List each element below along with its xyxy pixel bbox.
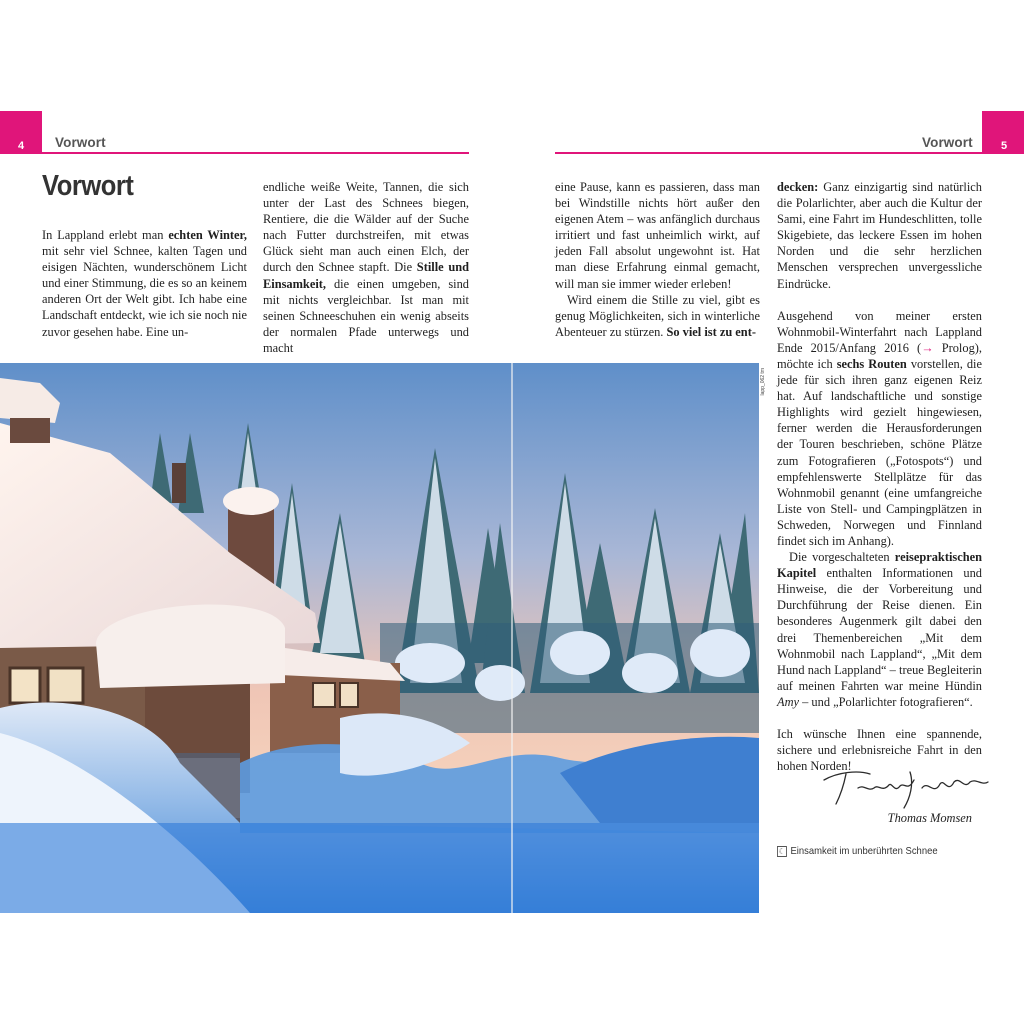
running-head-left: Vorwort (55, 135, 106, 150)
page-number-left: 4 (18, 140, 25, 152)
photo-credit: lapp_062 tm (760, 368, 766, 396)
photo-caption (777, 845, 938, 857)
author-name: Thomas Momsen (887, 811, 972, 825)
author-signature (818, 758, 993, 818)
header-rule-left (42, 152, 469, 154)
caption-marker-icon: ☾ (778, 846, 786, 856)
cross-reference-arrow-icon: → (921, 340, 934, 355)
header-rule-right (555, 152, 982, 154)
text-column-4: decken: Ganz einzigartig sind natürlich die Polarlichter, aber auch die Kultur der Sami, eine Fahrt im Hundeschlitten, tolle Skigebiete, das leckere Essen im hohen Norden und die sehr herzlichen Menschen versprechen unvergessliche Eindrücke. Ausgehend von meiner ersten Wohnmobil-Winterfahrt nach Lappland Ende 2015/Anfang 2016 (→ Prolog), möchte ich sechs Routen vorstellen, die jede für sich ihren ganz eigenen Reiz hat. Auf landschaftliche und sonstige Highlights wird gezielt hingewiesen, ferner werden die Herausforderungen der Touren beschrieben, schöne Plätze zum Fotografieren („Fotospots“) und empfehlenswerte Stellplätze für das Wohnmobil genannt (eine umfangreiche Liste von Stell- und Campingplätzen in Schweden, Norwegen und Finnland findet sich im Anhang). Die vorgeschalteten reisepraktischen Kapitel enthalten Informationen und Hinweise, die der Vorbereitung und Durchführung der Reise dienen. Ein besonderes Augenmerk gilt dabei den drei Themenbereichen „Mit dem Wohnmobil nach Lappland“, „Mit dem Hund nach Lappland“ – treue Begleiterin auf meinen Fahrten war meine Hündin Amy – und „Polarlichter fotografieren“. Ich wünsche Ihnen eine spannende, sichere und erlebnisreiche Fahrt in den hohen Norden! (777, 180, 982, 774)
text-column-1: In Lappland erlebt man echten Winter, mit sehr viel Schnee, kalten Tagen und eisigen Nächten, wunderschönem Licht und einer Stimmung, die es so an keinem anderen Ort der Welt gibt. Ich habe eine Landschaft entdeckt, wie ich sie noch nie zuvor gesehen habe. Eine un- (42, 228, 247, 339)
page-title: Vorwort (42, 170, 134, 202)
text-column-3: eine Pause, kann es passieren, dass man bei Windstille nichts hört außer den eigenen Atem – was anfänglich durchaus irritiert und fast unheimlich wirkt, auf jeden Fall absolut ungewohnt ist. Hat man diese Erfahrung einmal gemacht, will man sie immer wieder erleben! Wird einem die Stille zu viel, gibt es genug Möglichkeiten, sich in winterliche Abenteuer zu stürzen. So viel ist zu ent- (555, 180, 760, 339)
winter-cabin-photo (0, 363, 759, 913)
page-number-right: 5 (1001, 140, 1008, 152)
text-column-2: endliche weiße Weite, Tannen, die sich unter der Last des Schnees biegen, Rentiere, die die Wälder auf der Suche nach Futter durchstreifen, mit etwas Glück sieht man auch einen Elch, der durch den Schnee stapft. Die Stille und Einsamkeit, die einen umgeben, sind mit nichts vergleichbar. Ist man mit seinen Schneeschuhen ein wenig abseits der normalen Pfade unterwegs und macht (263, 180, 469, 355)
caption-text: Einsamkeit im unberührten Schnee (790, 845, 938, 857)
running-head-right: Vorwort (922, 135, 973, 150)
